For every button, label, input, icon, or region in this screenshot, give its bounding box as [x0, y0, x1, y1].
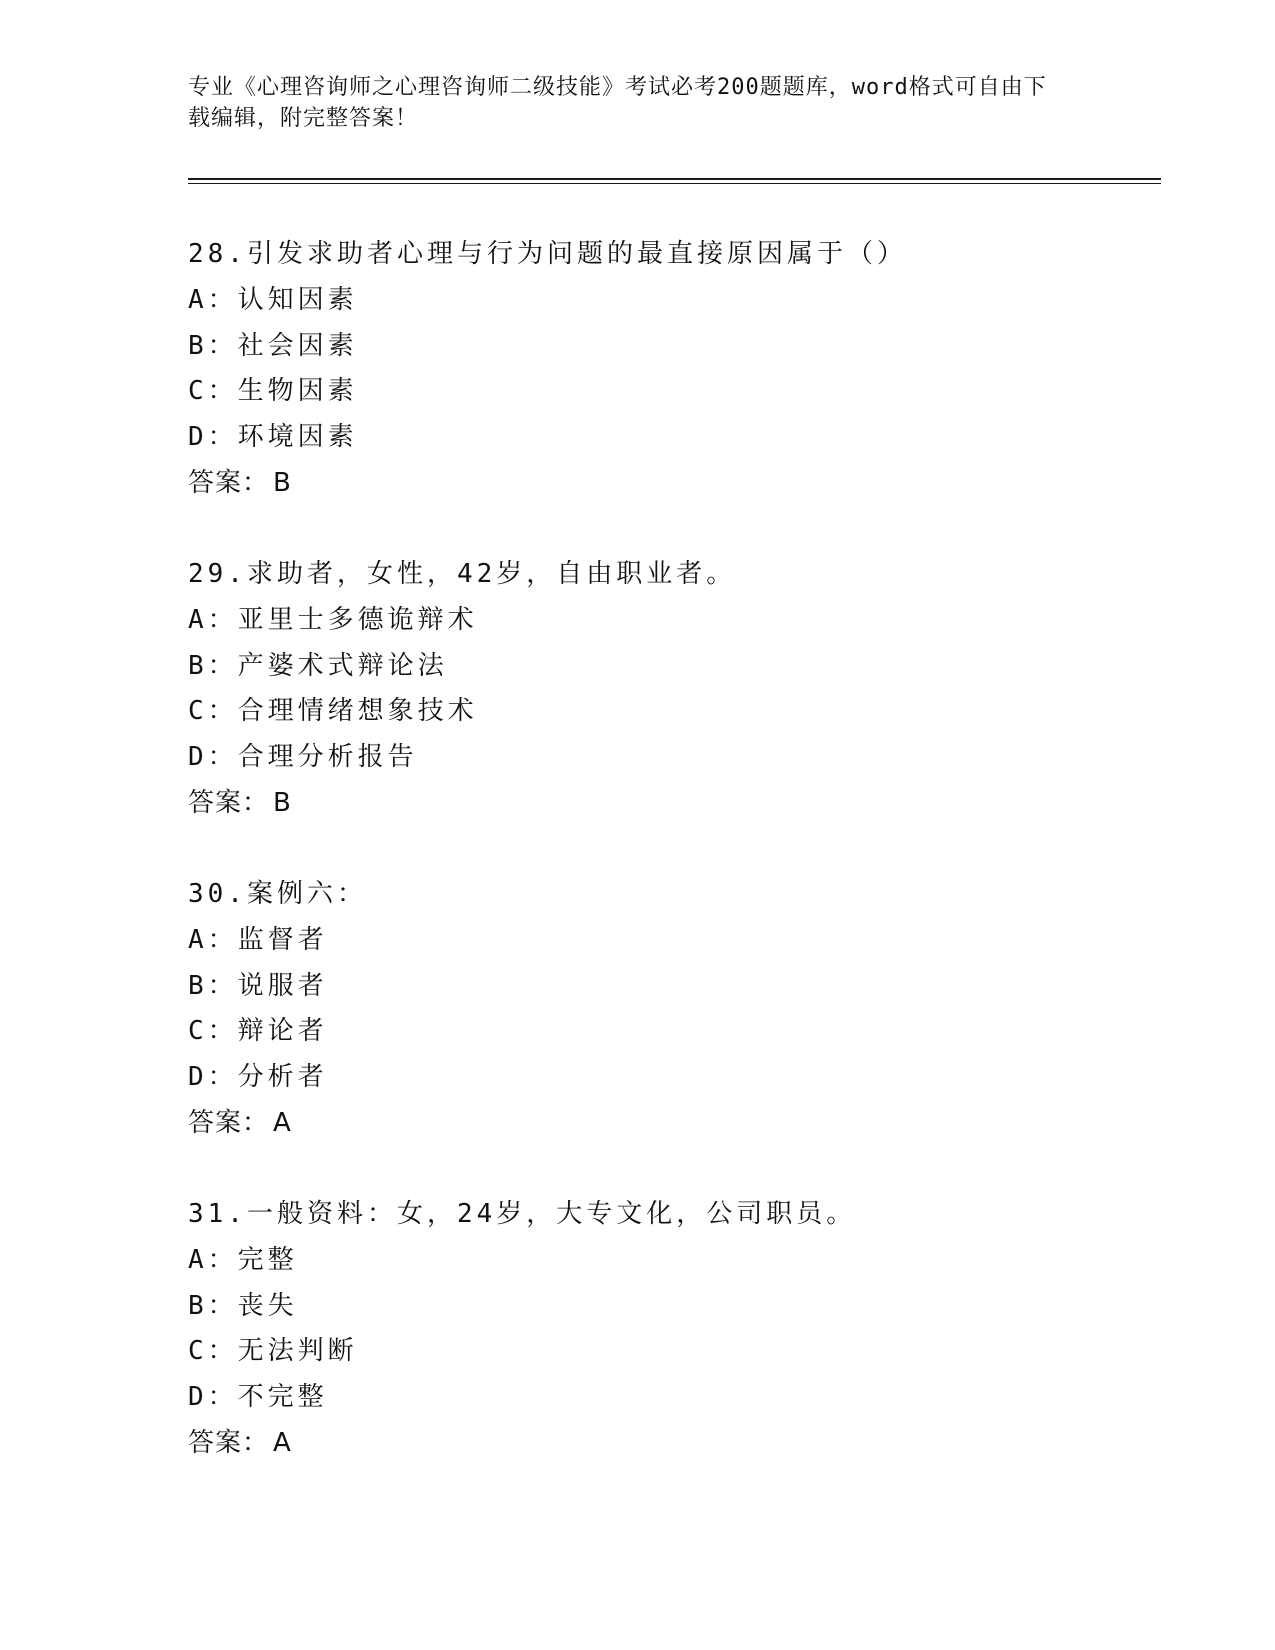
- question-block-30: [188, 872, 1148, 1147]
- question-block-28: [188, 232, 1148, 507]
- answer-label: 答案：: [188, 787, 270, 818]
- question-block-31: [188, 1192, 1148, 1467]
- question-stem: 28.引发求助者心理与行为问题的最直接原因属于（）: [188, 239, 907, 269]
- answer-line: [188, 781, 1148, 827]
- answer-label: 答案：: [188, 467, 270, 498]
- document-header: 专业《心理咨询师之心理咨询师二级技能》考试必考200题题库，word格式可自由下载编辑，附完整答案！: [188, 75, 1047, 131]
- option-b: B：说服者: [188, 970, 328, 1001]
- answer-line: [188, 1101, 1148, 1147]
- option-d: D：合理分析报告: [188, 742, 418, 773]
- answer-label: 答案：: [188, 1107, 270, 1138]
- question-block-29: [188, 552, 1148, 827]
- option-b: B：产婆术式辩论法: [188, 650, 448, 681]
- option-a: A：亚里士多德诡辩术: [188, 604, 478, 635]
- answer-line: [188, 1421, 1148, 1467]
- answer-value: A: [273, 1107, 292, 1138]
- option-c: C：生物因素: [188, 376, 358, 407]
- header-divider-thin: [188, 183, 1161, 184]
- option-d: D：环境因素: [188, 422, 358, 453]
- option-a: A：监督者: [188, 924, 328, 955]
- answer-value: B: [273, 467, 292, 498]
- option-b: B：社会因素: [188, 330, 358, 361]
- option-c: C：合理情绪想象技术: [188, 696, 478, 727]
- question-stem: 30.案例六：: [188, 879, 367, 909]
- question-stem: 29.求助者，女性，42岁，自由职业者。: [188, 559, 737, 589]
- option-c: C：无法判断: [188, 1336, 358, 1367]
- answer-value: B: [273, 787, 292, 818]
- answer-value: A: [273, 1427, 292, 1458]
- option-a: A：完整: [188, 1244, 298, 1275]
- answer-label: 答案：: [188, 1427, 270, 1458]
- option-b: B：丧失: [188, 1290, 298, 1321]
- answer-line: [188, 461, 1148, 507]
- option-a: A：认知因素: [188, 284, 358, 315]
- header-divider-thick: [188, 178, 1161, 180]
- option-d: D：分析者: [188, 1062, 328, 1093]
- option-d: D：不完整: [188, 1382, 328, 1413]
- question-stem: 31.一般资料：女，24岁，大专文化，公司职员。: [188, 1199, 857, 1229]
- option-c: C：辩论者: [188, 1016, 328, 1047]
